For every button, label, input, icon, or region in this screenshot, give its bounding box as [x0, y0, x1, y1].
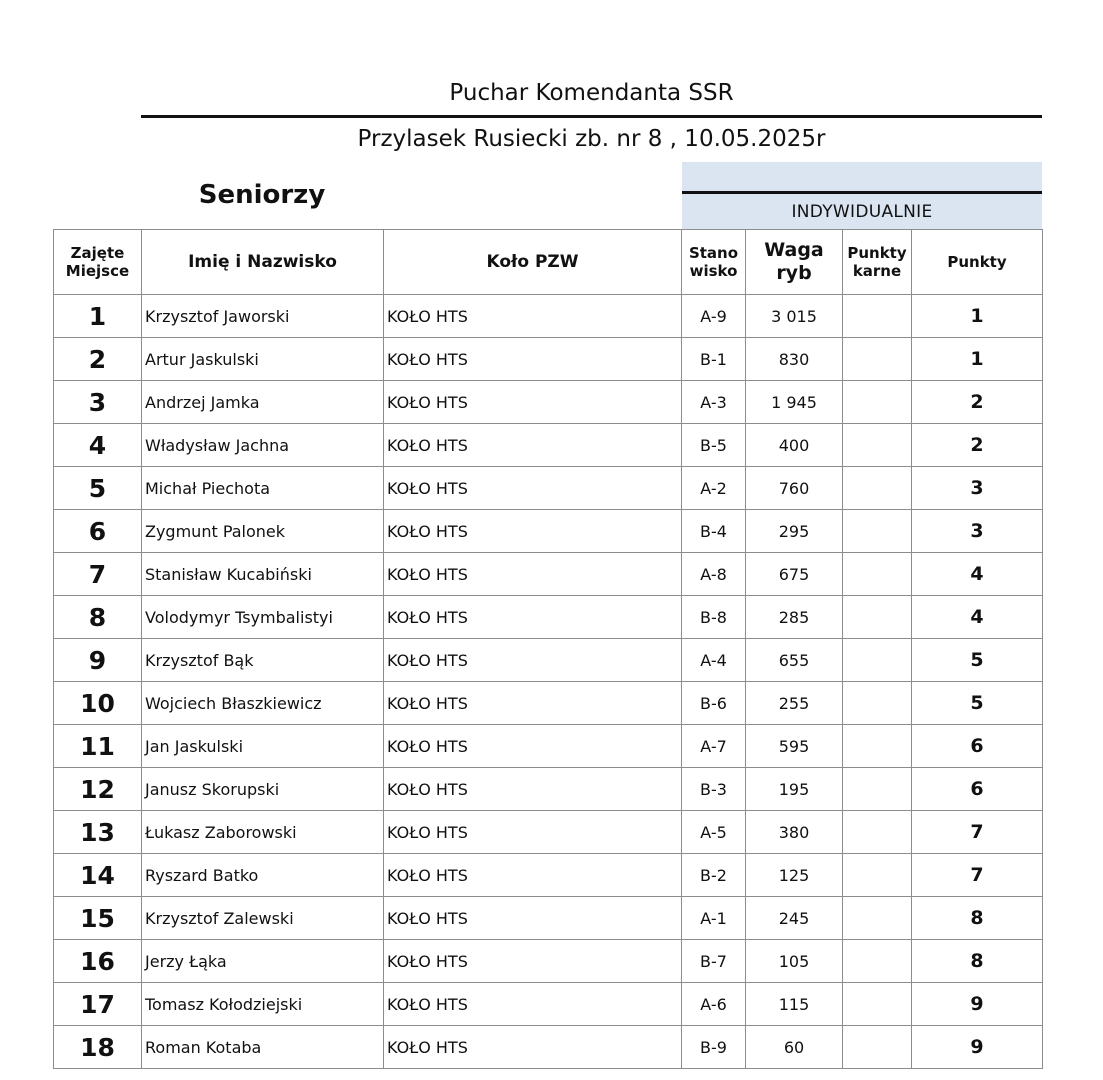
cell-name: Volodymyr Tsymbalistyi — [142, 596, 384, 639]
cell-penalty — [843, 1026, 912, 1069]
cell-club: KOŁO HTS — [384, 897, 682, 940]
cell-place: 2 — [54, 338, 142, 381]
cell-club: KOŁO HTS — [384, 381, 682, 424]
cell-points: 9 — [912, 983, 1043, 1026]
cell-points: 7 — [912, 811, 1043, 854]
table-row — [54, 381, 1043, 424]
cell-club: KOŁO HTS — [384, 983, 682, 1026]
cell-points: 8 — [912, 940, 1043, 983]
cell-place: 13 — [54, 811, 142, 854]
cell-weight: 105 — [746, 940, 843, 983]
cell-club: KOŁO HTS — [384, 553, 682, 596]
table-row — [54, 897, 1043, 940]
cell-club: KOŁO HTS — [384, 768, 682, 811]
cell-name: Wojciech Błaszkiewicz — [142, 682, 384, 725]
cell-weight: 285 — [746, 596, 843, 639]
cell-weight: 830 — [746, 338, 843, 381]
cell-points: 5 — [912, 682, 1043, 725]
cell-penalty — [843, 682, 912, 725]
cell-weight: 595 — [746, 725, 843, 768]
table-row — [54, 596, 1043, 639]
table-row — [54, 725, 1043, 768]
cell-weight: 3 015 — [746, 295, 843, 338]
table-row — [54, 639, 1043, 682]
cell-club: KOŁO HTS — [384, 854, 682, 897]
cell-penalty — [843, 811, 912, 854]
cell-stand: A-3 — [682, 381, 746, 424]
cell-stand: A-1 — [682, 897, 746, 940]
cell-stand: B-8 — [682, 596, 746, 639]
cell-weight: 60 — [746, 1026, 843, 1069]
col-header-penalty: Punkty karne — [843, 230, 912, 295]
results-body — [54, 295, 1043, 1069]
cell-name: Janusz Skorupski — [142, 768, 384, 811]
cell-club: KOŁO HTS — [384, 295, 682, 338]
cell-penalty — [843, 854, 912, 897]
cell-stand: A-2 — [682, 467, 746, 510]
cell-name: Artur Jaskulski — [142, 338, 384, 381]
cell-place: 10 — [54, 682, 142, 725]
category-heading: Seniorzy — [198, 180, 326, 210]
cell-weight: 115 — [746, 983, 843, 1026]
col-header-club: Koło PZW — [384, 230, 682, 295]
cell-stand: B-9 — [682, 1026, 746, 1069]
cell-name: Krzysztof Bąk — [142, 639, 384, 682]
cell-place: 9 — [54, 639, 142, 682]
cell-name: Jan Jaskulski — [142, 725, 384, 768]
table-row — [54, 1026, 1043, 1069]
cell-points: 5 — [912, 639, 1043, 682]
cell-place: 5 — [54, 467, 142, 510]
cell-name: Tomasz Kołodziejski — [142, 983, 384, 1026]
cell-penalty — [843, 553, 912, 596]
cell-stand: A-7 — [682, 725, 746, 768]
cell-place: 3 — [54, 381, 142, 424]
cell-points: 7 — [912, 854, 1043, 897]
cell-place: 11 — [54, 725, 142, 768]
cell-name: Łukasz Zaborowski — [142, 811, 384, 854]
cell-points: 2 — [912, 424, 1043, 467]
col-header-weight: Waga ryb — [746, 230, 843, 295]
individual-band-label: INDYWIDUALNIE — [682, 194, 1042, 229]
cell-place: 14 — [54, 854, 142, 897]
col-header-place: Zajęte Miejsce — [54, 230, 142, 295]
cell-points: 2 — [912, 381, 1043, 424]
cell-place: 7 — [54, 553, 142, 596]
cell-penalty — [843, 338, 912, 381]
cell-weight: 1 945 — [746, 381, 843, 424]
cell-name: Jerzy Łąka — [142, 940, 384, 983]
cell-stand: B-5 — [682, 424, 746, 467]
cell-place: 4 — [54, 424, 142, 467]
cell-stand: A-8 — [682, 553, 746, 596]
cell-weight: 760 — [746, 467, 843, 510]
cell-club: KOŁO HTS — [384, 682, 682, 725]
cell-stand: A-5 — [682, 811, 746, 854]
cell-points: 8 — [912, 897, 1043, 940]
table-row — [54, 338, 1043, 381]
cell-weight: 195 — [746, 768, 843, 811]
cell-stand: A-9 — [682, 295, 746, 338]
table-row — [54, 467, 1043, 510]
cell-penalty — [843, 725, 912, 768]
table-row — [54, 940, 1043, 983]
cell-place: 17 — [54, 983, 142, 1026]
cell-name: Ryszard Batko — [142, 854, 384, 897]
cell-name: Krzysztof Jaworski — [142, 295, 384, 338]
cell-points: 1 — [912, 295, 1043, 338]
cell-club: KOŁO HTS — [384, 338, 682, 381]
cell-place: 15 — [54, 897, 142, 940]
cell-penalty — [843, 983, 912, 1026]
cell-points: 4 — [912, 596, 1043, 639]
cell-penalty — [843, 295, 912, 338]
cell-weight: 295 — [746, 510, 843, 553]
cell-stand: B-7 — [682, 940, 746, 983]
cell-club: KOŁO HTS — [384, 639, 682, 682]
cell-stand: A-4 — [682, 639, 746, 682]
cell-penalty — [843, 639, 912, 682]
cell-club: KOŁO HTS — [384, 467, 682, 510]
title-divider — [141, 115, 1042, 118]
cell-place: 8 — [54, 596, 142, 639]
cell-weight: 245 — [746, 897, 843, 940]
cell-club: KOŁO HTS — [384, 510, 682, 553]
table-row — [54, 295, 1043, 338]
cell-name: Andrzej Jamka — [142, 381, 384, 424]
table-row — [54, 553, 1043, 596]
cell-penalty — [843, 940, 912, 983]
cell-weight: 400 — [746, 424, 843, 467]
cell-penalty — [843, 596, 912, 639]
cell-name: Krzysztof Zalewski — [142, 897, 384, 940]
cell-place: 18 — [54, 1026, 142, 1069]
cell-place: 1 — [54, 295, 142, 338]
results-table — [53, 229, 1043, 1069]
cell-points: 9 — [912, 1026, 1043, 1069]
table-row — [54, 768, 1043, 811]
cell-weight: 380 — [746, 811, 843, 854]
table-row — [54, 811, 1043, 854]
cell-club: KOŁO HTS — [384, 725, 682, 768]
cell-club: KOŁO HTS — [384, 596, 682, 639]
cell-weight: 125 — [746, 854, 843, 897]
cell-penalty — [843, 424, 912, 467]
cell-points: 6 — [912, 768, 1043, 811]
cell-penalty — [843, 897, 912, 940]
cell-points: 1 — [912, 338, 1043, 381]
table-row — [54, 983, 1043, 1026]
cell-penalty — [843, 467, 912, 510]
cell-points: 3 — [912, 510, 1043, 553]
header-band-top — [682, 162, 1042, 191]
cell-stand: B-3 — [682, 768, 746, 811]
cell-club: KOŁO HTS — [384, 424, 682, 467]
cell-place: 16 — [54, 940, 142, 983]
cell-name: Władysław Jachna — [142, 424, 384, 467]
cell-club: KOŁO HTS — [384, 940, 682, 983]
cell-stand: A-6 — [682, 983, 746, 1026]
cell-penalty — [843, 510, 912, 553]
cell-weight: 655 — [746, 639, 843, 682]
col-header-name: Imię i Nazwisko — [142, 230, 384, 295]
cell-name: Stanisław Kucabiński — [142, 553, 384, 596]
cell-place: 6 — [54, 510, 142, 553]
cell-stand: B-1 — [682, 338, 746, 381]
cell-stand: B-4 — [682, 510, 746, 553]
cell-points: 6 — [912, 725, 1043, 768]
cell-penalty — [843, 381, 912, 424]
table-header-row — [54, 230, 1043, 295]
table-row — [54, 854, 1043, 897]
table-row — [54, 682, 1043, 725]
page-title: Puchar Komendanta SSR — [449, 80, 734, 106]
page-subtitle: Przylasek Rusiecki zb. nr 8 , 10.05.2025r — [357, 126, 826, 152]
cell-name: Michał Piechota — [142, 467, 384, 510]
cell-stand: B-6 — [682, 682, 746, 725]
cell-points: 3 — [912, 467, 1043, 510]
cell-points: 4 — [912, 553, 1043, 596]
cell-name: Zygmunt Palonek — [142, 510, 384, 553]
cell-club: KOŁO HTS — [384, 1026, 682, 1069]
cell-stand: B-2 — [682, 854, 746, 897]
cell-weight: 675 — [746, 553, 843, 596]
cell-weight: 255 — [746, 682, 843, 725]
cell-penalty — [843, 768, 912, 811]
table-row — [54, 510, 1043, 553]
col-header-stand: Stano wisko — [682, 230, 746, 295]
cell-club: KOŁO HTS — [384, 811, 682, 854]
table-row — [54, 424, 1043, 467]
col-header-points: Punkty — [912, 230, 1043, 295]
cell-name: Roman Kotaba — [142, 1026, 384, 1069]
cell-place: 12 — [54, 768, 142, 811]
